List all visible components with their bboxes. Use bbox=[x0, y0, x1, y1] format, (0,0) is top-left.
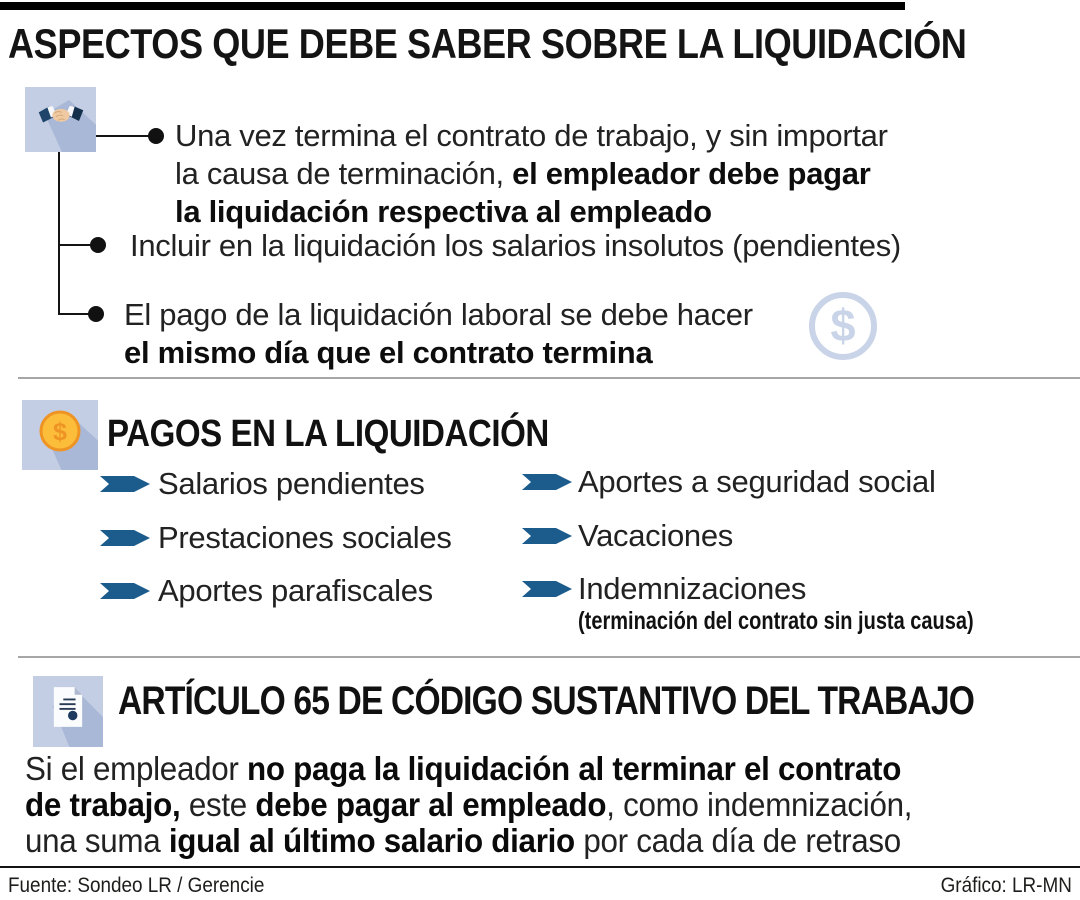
pagos-item: Vacaciones bbox=[578, 518, 733, 553]
coin-icon-square bbox=[22, 400, 98, 470]
bullet-1-text: Una vez termina el contrato de trabajo, y sin importar la causa de terminación, el empleador debe pagar la liquidación respectiva al empleado bbox=[175, 118, 888, 229]
page-title: ASPECTOS QUE DEBE SABER SOBRE LA LIQUIDACIÓN bbox=[8, 20, 967, 67]
bullet-3-text bbox=[124, 296, 753, 372]
bullet-dot bbox=[90, 237, 106, 253]
section-divider bbox=[18, 377, 1080, 379]
bullet-1-line-2: la causa de terminación, bbox=[175, 156, 513, 191]
connector-line bbox=[58, 313, 90, 315]
connector-line bbox=[58, 152, 60, 315]
svg-text:$: $ bbox=[53, 417, 67, 446]
ribbon-arrow-icon bbox=[100, 530, 150, 546]
ribbon-arrow-icon bbox=[522, 581, 572, 597]
document-icon-square bbox=[33, 676, 103, 747]
svg-text:$: $ bbox=[830, 300, 856, 351]
connector-line bbox=[96, 135, 150, 137]
handshake-icon bbox=[38, 103, 84, 128]
footer-divider bbox=[0, 866, 1080, 868]
bullet-3-line-1: El pago de la liquidación laboral se debe hacer bbox=[124, 297, 753, 332]
footer-credit: Gráfico: LR-MN bbox=[940, 874, 1072, 897]
document-icon bbox=[51, 686, 85, 728]
bullet-2-line-1: Incluir en la liquidación los salarios insolutos (pendientes) bbox=[130, 228, 901, 263]
pagos-item: Aportes a seguridad social bbox=[578, 464, 936, 499]
bullet-2-text bbox=[130, 227, 901, 265]
ribbon-arrow-icon bbox=[100, 583, 150, 599]
pagos-item-note: (terminación del contrato sin justa causa) bbox=[578, 607, 974, 635]
connector-line bbox=[58, 244, 92, 246]
pagos-item: Indemnizaciones bbox=[578, 571, 807, 606]
bullet-1-line-3: la liquidación respectiva al empleado bbox=[175, 194, 712, 229]
bullet-dot bbox=[88, 306, 104, 322]
pagos-item: Prestaciones sociales bbox=[158, 520, 452, 555]
coin-icon bbox=[37, 408, 83, 454]
ribbon-arrow-icon bbox=[522, 474, 572, 490]
top-accent-bar bbox=[0, 2, 905, 10]
articulo-line-3: una suma igual al último salario diario por cada día de retraso bbox=[25, 822, 901, 859]
handshake-icon-square bbox=[25, 87, 96, 152]
ribbon-arrow-icon bbox=[100, 476, 150, 492]
footer-source: Fuente: Sondeo LR / Gerencie bbox=[8, 874, 265, 897]
section-divider bbox=[18, 656, 1080, 658]
bullet-3-line-2: el mismo día que el contrato termina bbox=[124, 335, 653, 370]
articulo-line-2: de trabajo, este debe pagar al empleado, como indemnización, bbox=[25, 786, 913, 823]
pagos-item: Salarios pendientes bbox=[158, 466, 425, 501]
bullet-1-line-1: Una vez termina el contrato de trabajo, y sin importar bbox=[175, 118, 888, 153]
pagos-heading: PAGOS EN LA LIQUIDACIÓN bbox=[107, 413, 549, 455]
articulo-line-1: Si el empleador no paga la liquidación al terminar el contrato bbox=[25, 750, 902, 787]
ribbon-arrow-icon bbox=[522, 528, 572, 544]
pagos-item: Aportes parafiscales bbox=[158, 573, 433, 608]
articulo-paragraph bbox=[25, 751, 912, 859]
dollar-circle-icon bbox=[806, 289, 880, 363]
articulo-heading: ARTÍCULO 65 DE CÓDIGO SUSTANTIVO DEL TRABAJO bbox=[118, 679, 974, 723]
bullet-dot bbox=[148, 128, 164, 144]
